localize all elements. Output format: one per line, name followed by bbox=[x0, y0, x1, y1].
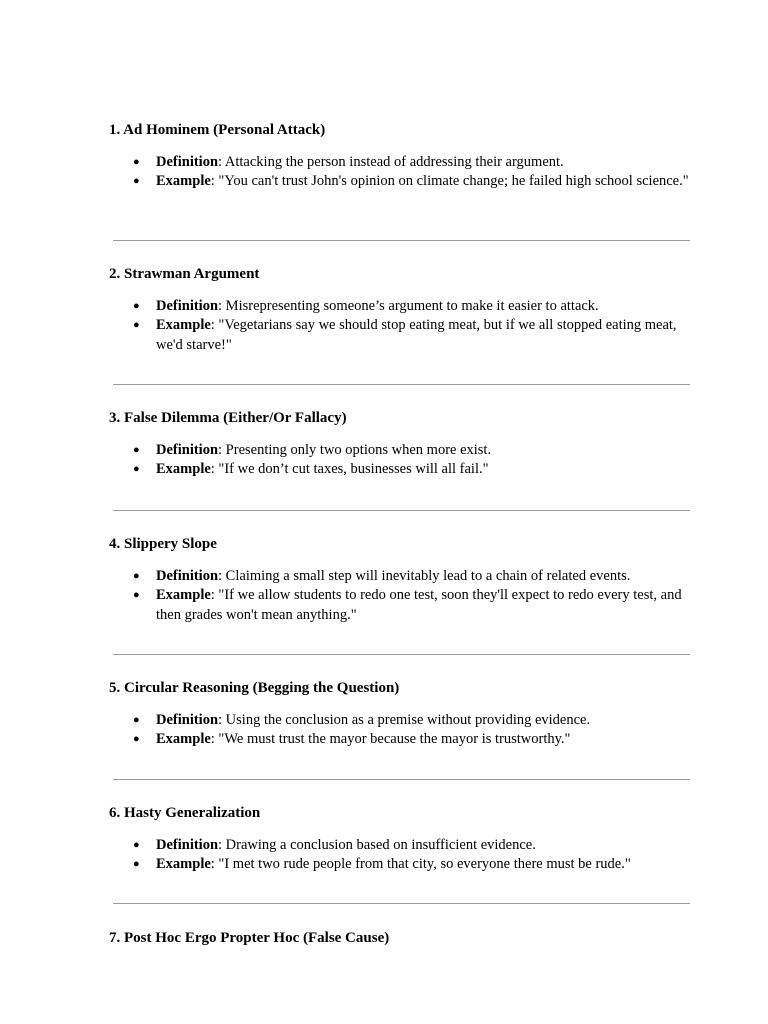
bullet-icon: ● bbox=[133, 444, 140, 456]
definition-item bbox=[109, 297, 691, 316]
example-item bbox=[109, 460, 691, 479]
bullet-icon: ● bbox=[133, 858, 140, 871]
fallacy-section-hasty-generalization bbox=[109, 804, 699, 875]
example-item bbox=[109, 855, 691, 874]
example-label: Example bbox=[156, 731, 211, 748]
bullet-list bbox=[109, 297, 699, 355]
fallacy-section-false-dilemma bbox=[109, 409, 699, 480]
section-heading: 1. Ad Hominem (Personal Attack) bbox=[109, 122, 326, 138]
definition-text: : Presenting only two options when more exist. bbox=[218, 442, 492, 458]
example-item bbox=[109, 316, 691, 355]
example-label: Example bbox=[156, 587, 211, 604]
definition-label: Definition bbox=[156, 837, 219, 853]
section-heading: 2. Strawman Argument bbox=[109, 266, 260, 282]
bullet-icon: ● bbox=[133, 733, 140, 746]
section-heading: 4. Slippery Slope bbox=[109, 536, 217, 552]
definition-item bbox=[109, 711, 691, 730]
bullet-icon: ● bbox=[133, 319, 140, 332]
bullet-icon: ● bbox=[133, 839, 140, 851]
horizontal-divider bbox=[113, 240, 690, 241]
example-item bbox=[109, 172, 691, 191]
definition-label: Definition bbox=[156, 442, 219, 458]
definition-item bbox=[109, 567, 691, 586]
definition-label: Definition bbox=[156, 568, 219, 584]
example-text: : "Vegetarians say we should stop eating meat, but if we all stopped eating meat, we'd starve!" bbox=[156, 317, 677, 353]
definition-item bbox=[109, 836, 691, 855]
bullet-icon: ● bbox=[133, 714, 140, 726]
bullet-icon: ● bbox=[133, 300, 140, 312]
bullet-icon: ● bbox=[133, 589, 140, 602]
bullet-list bbox=[109, 836, 699, 875]
example-label: Example bbox=[156, 856, 211, 873]
example-item bbox=[109, 730, 691, 749]
fallacy-section-strawman bbox=[109, 265, 699, 355]
definition-text: : Claiming a small step will inevitably lead to a chain of related events. bbox=[218, 568, 631, 584]
example-text: : "We must trust the mayor because the mayor is trustworthy." bbox=[210, 731, 571, 748]
bullet-icon: ● bbox=[133, 156, 140, 168]
definition-text: : Attacking the person instead of addressing their argument. bbox=[218, 154, 564, 170]
fallacy-section-post-hoc bbox=[109, 929, 699, 947]
example-label: Example bbox=[156, 173, 211, 190]
definition-label: Definition bbox=[156, 712, 219, 728]
section-heading: 5. Circular Reasoning (Begging the Question) bbox=[109, 680, 400, 696]
example-label: Example bbox=[156, 317, 211, 334]
example-item bbox=[109, 586, 691, 625]
horizontal-divider bbox=[113, 903, 690, 904]
bullet-list bbox=[109, 567, 699, 625]
definition-label: Definition bbox=[156, 154, 219, 170]
example-label: Example bbox=[156, 461, 211, 478]
section-heading: 6. Hasty Generalization bbox=[109, 805, 261, 821]
bullet-icon: ● bbox=[133, 463, 140, 476]
bullet-list bbox=[109, 711, 699, 750]
definition-item bbox=[109, 153, 691, 172]
example-text: : "If we don’t cut taxes, businesses will all fail." bbox=[210, 461, 489, 478]
bullet-list bbox=[109, 441, 699, 480]
bullet-list bbox=[109, 153, 699, 192]
example-text: : "You can't trust John's opinion on climate change; he failed high school science." bbox=[210, 173, 689, 190]
section-heading: 3. False Dilemma (Either/Or Fallacy) bbox=[109, 410, 347, 426]
definition-label: Definition bbox=[156, 298, 219, 314]
horizontal-divider bbox=[113, 654, 690, 655]
fallacy-section-ad-hominem bbox=[109, 121, 699, 192]
section-heading: 7. Post Hoc Ergo Propter Hoc (False Cause) bbox=[109, 930, 390, 946]
fallacy-section-slippery-slope bbox=[109, 535, 699, 625]
fallacy-section-circular-reasoning bbox=[109, 679, 699, 750]
bullet-icon: ● bbox=[133, 570, 140, 582]
bullet-icon: ● bbox=[133, 175, 140, 188]
horizontal-divider bbox=[113, 510, 690, 511]
definition-text: : Drawing a conclusion based on insufficient evidence. bbox=[218, 837, 536, 853]
definition-text: : Misrepresenting someone’s argument to make it easier to attack. bbox=[218, 298, 599, 314]
horizontal-divider bbox=[113, 779, 690, 780]
horizontal-divider bbox=[113, 384, 690, 385]
example-text: : "If we allow students to redo one test, soon they'll expect to redo every test, and then grades won't mean anything." bbox=[156, 587, 682, 623]
definition-text: : Using the conclusion as a premise without providing evidence. bbox=[218, 712, 591, 728]
definition-item bbox=[109, 441, 691, 460]
example-text: : "I met two rude people from that city, so everyone there must be rude." bbox=[210, 856, 631, 873]
